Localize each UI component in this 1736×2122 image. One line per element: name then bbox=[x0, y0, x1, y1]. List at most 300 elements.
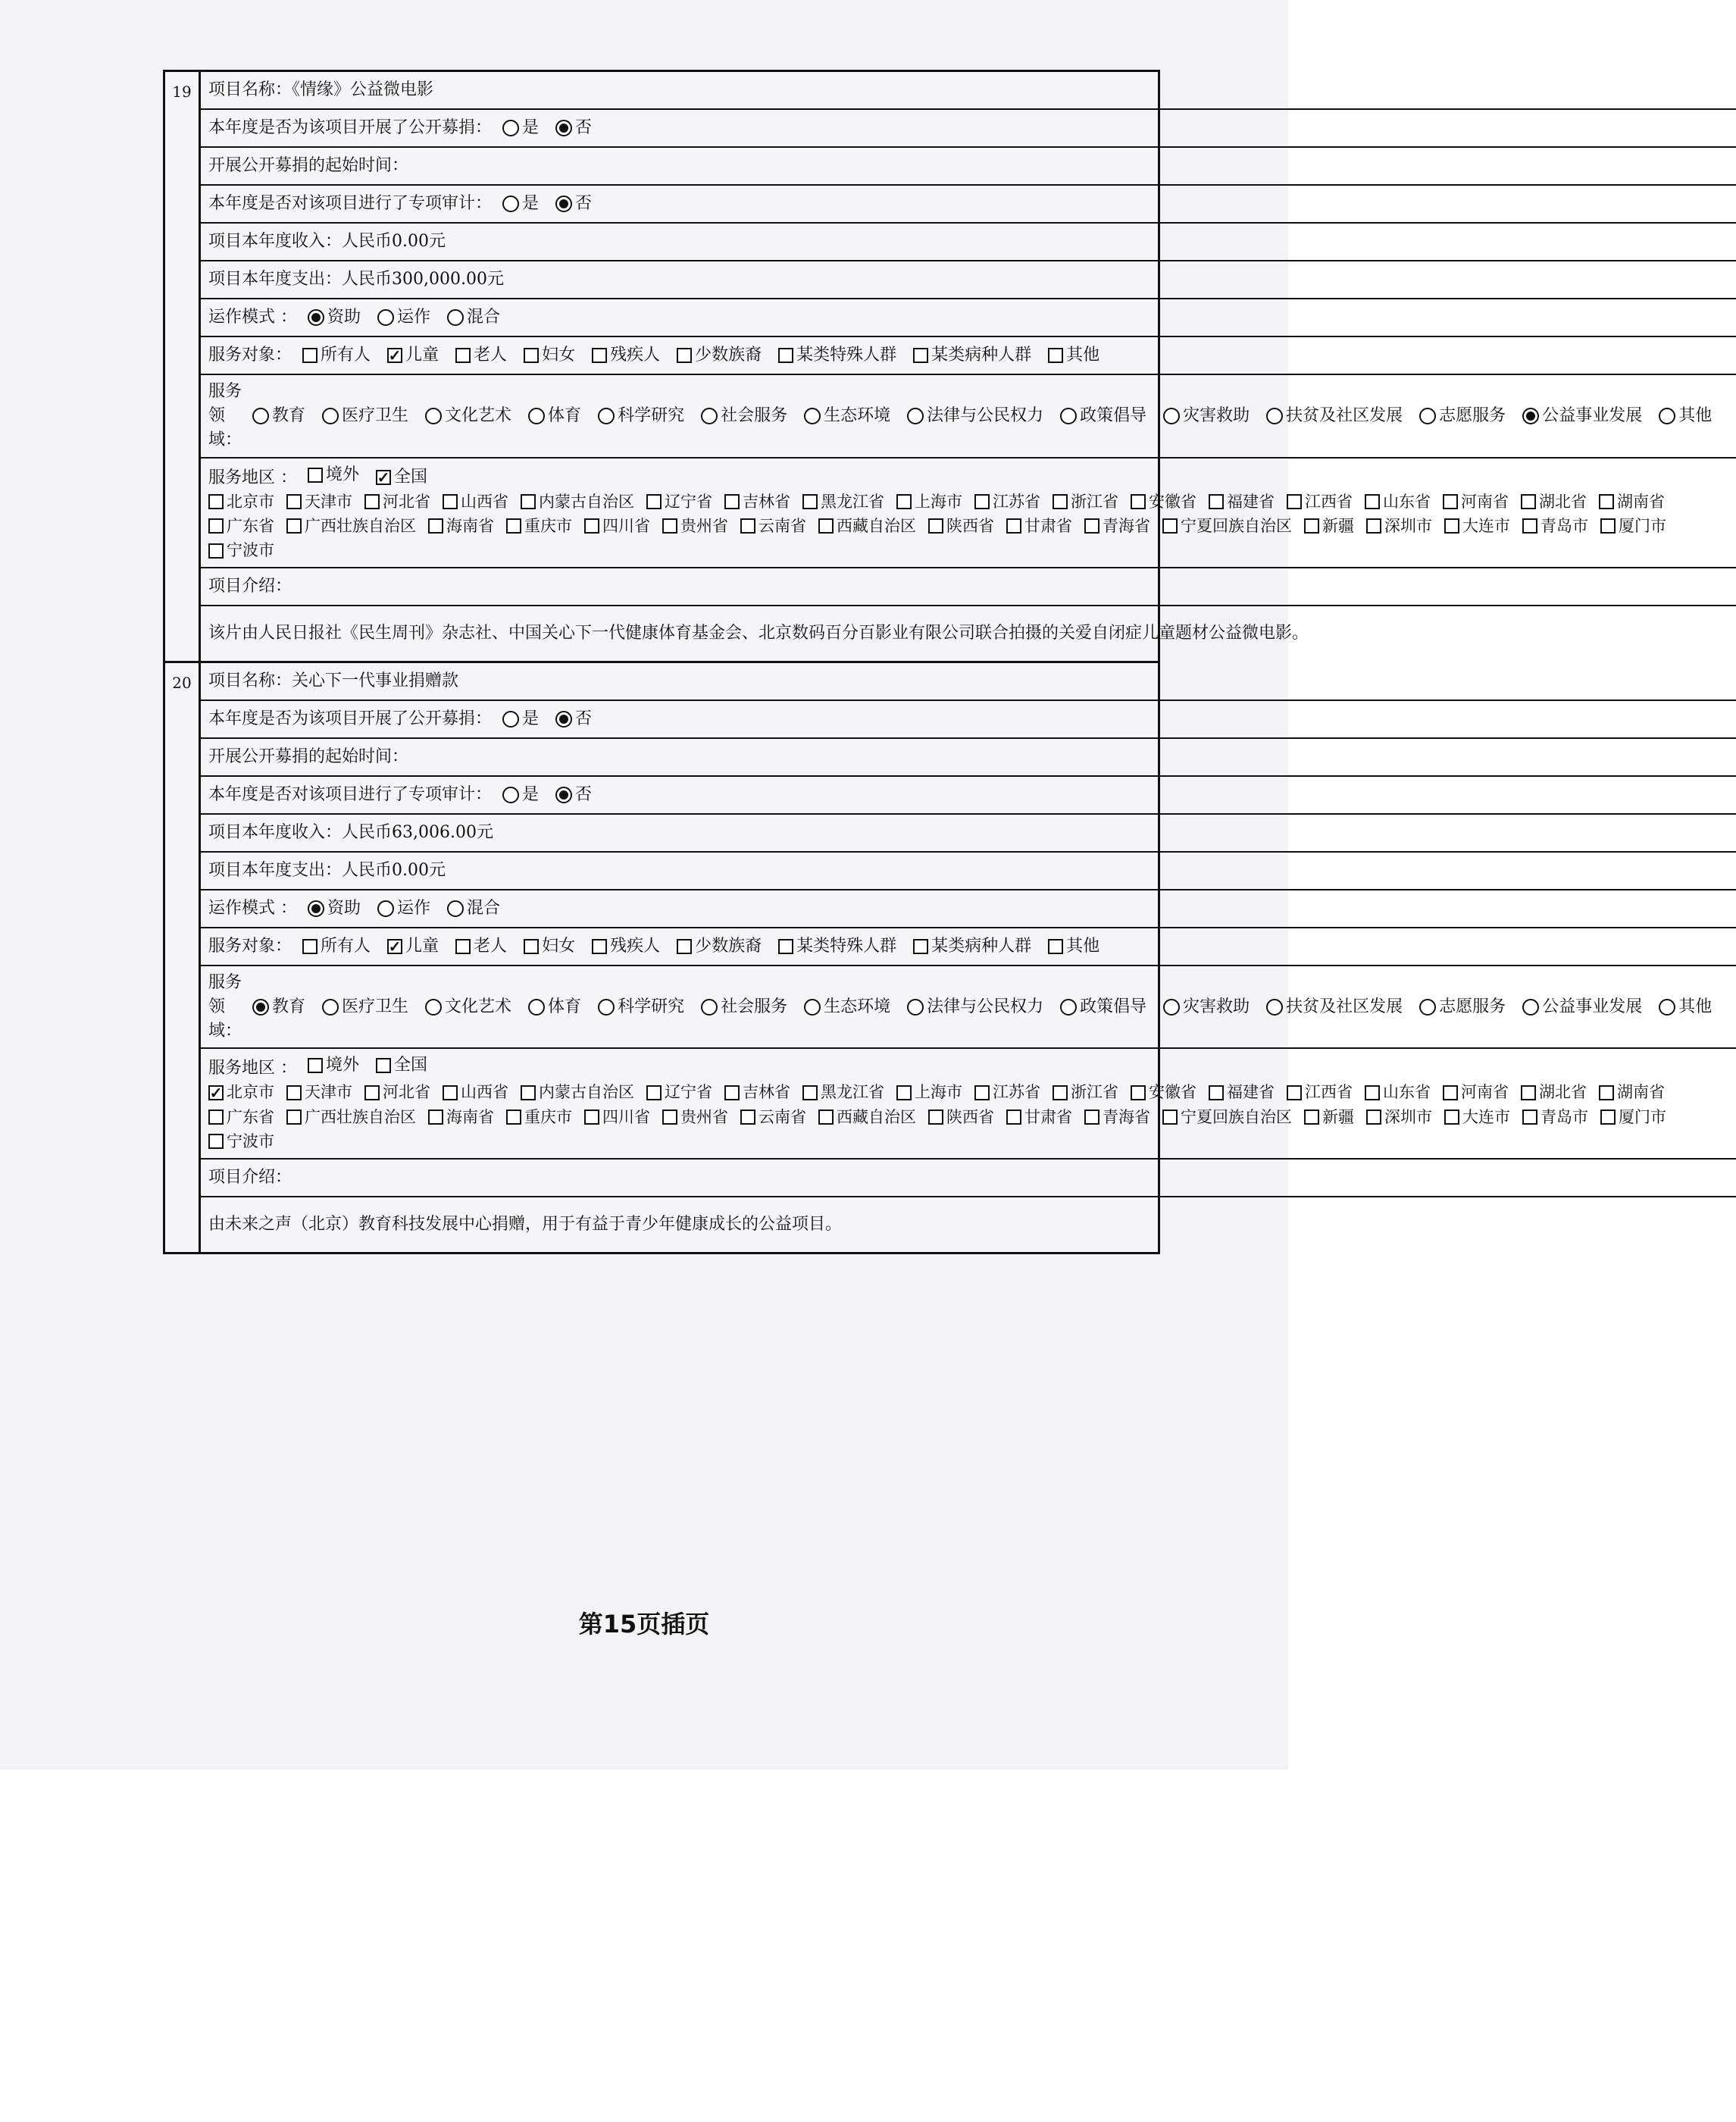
radio-button[interactable] bbox=[555, 196, 572, 212]
checkbox[interactable] bbox=[286, 1110, 302, 1125]
operation-mode-option[interactable] bbox=[308, 305, 361, 330]
service-field-option[interactable] bbox=[701, 404, 787, 428]
region-option[interactable] bbox=[1287, 490, 1353, 513]
checkbox[interactable] bbox=[646, 494, 662, 509]
region-option[interactable] bbox=[1131, 1081, 1196, 1103]
checkbox[interactable] bbox=[1522, 518, 1537, 534]
radio-button[interactable] bbox=[804, 999, 821, 1016]
radio-button[interactable] bbox=[804, 408, 821, 424]
radio-button[interactable] bbox=[1522, 408, 1539, 424]
radio-button[interactable] bbox=[1163, 408, 1180, 424]
region-option[interactable] bbox=[428, 515, 494, 537]
region-option[interactable] bbox=[974, 490, 1040, 513]
radio-button[interactable] bbox=[1060, 408, 1077, 424]
radio-button[interactable] bbox=[701, 999, 718, 1016]
checkbox[interactable] bbox=[1209, 1085, 1224, 1100]
region-option[interactable] bbox=[286, 1081, 352, 1103]
service-target-option[interactable] bbox=[592, 343, 660, 368]
service-field-option[interactable] bbox=[528, 404, 581, 428]
region-option-label: 云南省 bbox=[759, 1107, 806, 1126]
service-field-option[interactable] bbox=[322, 404, 408, 428]
service-target-option[interactable] bbox=[302, 343, 371, 368]
radio-button[interactable] bbox=[308, 309, 324, 326]
region-option[interactable] bbox=[208, 1130, 274, 1153]
operation-mode-option[interactable] bbox=[447, 897, 500, 921]
region-option[interactable] bbox=[584, 1106, 650, 1128]
checkbox[interactable] bbox=[286, 1085, 302, 1100]
fundraising-option[interactable] bbox=[502, 707, 539, 731]
region-option-label: 安徽省 bbox=[1149, 1083, 1196, 1102]
service-field-option[interactable] bbox=[598, 404, 684, 428]
checkbox[interactable] bbox=[1287, 494, 1302, 509]
checkbox[interactable] bbox=[286, 494, 302, 509]
service-field-option[interactable] bbox=[252, 404, 305, 428]
service-field-option[interactable] bbox=[252, 995, 305, 1019]
radio-button[interactable] bbox=[1419, 999, 1436, 1016]
checkbox[interactable] bbox=[1521, 1085, 1536, 1100]
service-target-option[interactable] bbox=[455, 343, 507, 368]
checkbox[interactable] bbox=[376, 470, 391, 485]
checkbox[interactable] bbox=[1131, 494, 1146, 509]
checkbox[interactable] bbox=[208, 1085, 224, 1100]
checkbox[interactable] bbox=[1304, 1110, 1319, 1125]
checkbox[interactable] bbox=[208, 518, 224, 534]
service-target-option[interactable] bbox=[455, 934, 507, 959]
service-target-option[interactable] bbox=[1048, 343, 1099, 368]
checkbox[interactable] bbox=[1444, 518, 1459, 534]
region-option[interactable] bbox=[1084, 515, 1150, 537]
region-option[interactable] bbox=[896, 1081, 962, 1103]
region-option[interactable] bbox=[208, 1081, 274, 1103]
radio-button[interactable] bbox=[1659, 408, 1675, 424]
region-option[interactable] bbox=[584, 515, 650, 537]
region-option[interactable] bbox=[1443, 490, 1509, 513]
service-field-option[interactable] bbox=[322, 995, 408, 1019]
radio-button[interactable] bbox=[502, 120, 519, 136]
region-option[interactable] bbox=[208, 539, 274, 562]
region-option[interactable] bbox=[1209, 490, 1275, 513]
checkbox[interactable] bbox=[387, 348, 402, 363]
checkbox[interactable] bbox=[443, 1085, 458, 1100]
radio-button[interactable] bbox=[502, 787, 519, 803]
audit-row bbox=[201, 186, 1736, 224]
region-option-label: 内蒙古自治区 bbox=[539, 492, 634, 511]
checkbox[interactable] bbox=[455, 939, 471, 954]
region-option-label: 安徽省 bbox=[1149, 492, 1196, 511]
region-option-label: 上海市 bbox=[915, 1083, 962, 1102]
checkbox[interactable] bbox=[584, 518, 599, 534]
region-option[interactable] bbox=[896, 490, 962, 513]
region-option[interactable] bbox=[646, 1081, 712, 1103]
checkbox[interactable] bbox=[778, 939, 793, 954]
region-option[interactable] bbox=[646, 490, 712, 513]
audit-row bbox=[201, 777, 1736, 815]
service-field-option[interactable] bbox=[804, 404, 890, 428]
checkbox[interactable] bbox=[1444, 1110, 1459, 1125]
operation-mode-option[interactable] bbox=[377, 305, 430, 330]
checkbox[interactable] bbox=[286, 518, 302, 534]
region-option[interactable] bbox=[1006, 515, 1072, 537]
radio-button[interactable] bbox=[555, 787, 572, 803]
radio-button[interactable] bbox=[502, 711, 519, 728]
region-option[interactable] bbox=[428, 1106, 494, 1128]
checkbox[interactable] bbox=[364, 494, 380, 509]
region-option[interactable] bbox=[740, 515, 806, 537]
checkbox[interactable] bbox=[1599, 1085, 1614, 1100]
checkbox[interactable] bbox=[443, 494, 458, 509]
checkbox[interactable] bbox=[428, 518, 443, 534]
radio-button[interactable] bbox=[701, 408, 718, 424]
checkbox[interactable] bbox=[913, 939, 928, 954]
service-field-option[interactable] bbox=[1419, 404, 1506, 428]
checkbox[interactable] bbox=[677, 939, 692, 954]
service-target-option-label: 某类特殊人群 bbox=[796, 346, 897, 365]
region-option[interactable] bbox=[1444, 515, 1510, 537]
checkbox[interactable] bbox=[506, 1110, 521, 1125]
operation-mode bbox=[201, 299, 1736, 337]
region-option[interactable] bbox=[286, 490, 352, 513]
fundraising-option-label: 是 bbox=[522, 118, 540, 138]
region-option[interactable] bbox=[1084, 1106, 1150, 1128]
audit-option[interactable] bbox=[502, 783, 539, 807]
checkbox[interactable] bbox=[208, 494, 224, 509]
checkbox[interactable] bbox=[724, 494, 740, 509]
region-option[interactable] bbox=[740, 1106, 806, 1128]
region-option-label: 浙江省 bbox=[1071, 1083, 1118, 1102]
checkbox[interactable] bbox=[1366, 518, 1381, 534]
region-option[interactable] bbox=[818, 515, 916, 537]
region-option[interactable] bbox=[818, 1106, 916, 1128]
service-field-option[interactable] bbox=[1266, 404, 1403, 428]
region-option[interactable] bbox=[974, 1081, 1040, 1103]
region-option[interactable] bbox=[1599, 490, 1665, 513]
radio-button[interactable] bbox=[447, 309, 464, 326]
region-option[interactable] bbox=[1600, 1106, 1666, 1128]
checkbox[interactable] bbox=[302, 348, 317, 363]
service-field-option-label: 灾害救助 bbox=[1183, 405, 1250, 425]
radio-button[interactable] bbox=[907, 999, 924, 1016]
checkbox[interactable] bbox=[896, 494, 912, 509]
radio-button[interactable] bbox=[1419, 408, 1436, 424]
radio-button[interactable] bbox=[252, 408, 269, 424]
region-option[interactable] bbox=[364, 1081, 430, 1103]
checkbox[interactable] bbox=[1287, 1085, 1302, 1100]
service-field-option[interactable] bbox=[598, 995, 684, 1019]
checkbox[interactable] bbox=[208, 543, 224, 559]
fundraising-option[interactable] bbox=[555, 707, 592, 731]
checkbox[interactable] bbox=[1084, 1110, 1099, 1125]
checkbox[interactable] bbox=[1304, 518, 1319, 534]
service-target-option[interactable] bbox=[677, 934, 762, 959]
region-option[interactable] bbox=[1366, 515, 1432, 537]
region-option[interactable] bbox=[1522, 1106, 1588, 1128]
fundraising-start-time-text: 开展公开募捐的起始时间： bbox=[208, 746, 409, 766]
service-target-option[interactable] bbox=[302, 934, 371, 959]
region-option[interactable] bbox=[208, 490, 274, 513]
radio-button[interactable] bbox=[1266, 999, 1283, 1016]
radio-button[interactable] bbox=[447, 900, 464, 917]
checkbox[interactable] bbox=[208, 1134, 224, 1149]
checkbox[interactable] bbox=[1006, 518, 1021, 534]
service-field-option[interactable] bbox=[425, 995, 511, 1019]
region-option[interactable] bbox=[802, 490, 884, 513]
region-option-label: 山西省 bbox=[461, 1083, 508, 1102]
region-option[interactable] bbox=[1287, 1081, 1353, 1103]
region-option-label: 海南省 bbox=[446, 516, 494, 535]
region-option[interactable] bbox=[1444, 1106, 1510, 1128]
checkbox[interactable] bbox=[1443, 1085, 1458, 1100]
region-option[interactable] bbox=[662, 1106, 728, 1128]
service-area-option[interactable] bbox=[376, 465, 427, 490]
service-area-option[interactable] bbox=[376, 1053, 427, 1078]
region-option[interactable] bbox=[286, 515, 416, 537]
region-option[interactable] bbox=[364, 490, 430, 513]
radio-button[interactable] bbox=[528, 408, 545, 424]
checkbox[interactable] bbox=[974, 494, 990, 509]
service-target-option[interactable] bbox=[387, 934, 439, 959]
checkbox[interactable] bbox=[1209, 494, 1224, 509]
region-option[interactable] bbox=[1304, 1106, 1354, 1128]
service-field-option[interactable] bbox=[1419, 995, 1506, 1019]
checkbox[interactable] bbox=[1131, 1085, 1146, 1100]
radio-button[interactable] bbox=[425, 408, 442, 424]
checkbox[interactable] bbox=[1599, 494, 1614, 509]
checkbox[interactable] bbox=[928, 518, 943, 534]
service-field-option[interactable] bbox=[1163, 404, 1250, 428]
service-field-label: 服务领域： bbox=[208, 382, 242, 449]
checkbox[interactable] bbox=[1600, 1110, 1616, 1125]
service-target-option[interactable] bbox=[387, 343, 439, 368]
radio-button[interactable] bbox=[377, 309, 394, 326]
audit-option[interactable] bbox=[555, 783, 592, 807]
checkbox[interactable] bbox=[646, 1085, 662, 1100]
service-target-option[interactable] bbox=[778, 343, 896, 368]
region-option[interactable] bbox=[1521, 1081, 1587, 1103]
checkbox[interactable] bbox=[1048, 939, 1063, 954]
service-target-option[interactable] bbox=[677, 343, 762, 368]
audit-question: 本年度是否对该项目进行了专项审计： bbox=[208, 784, 493, 804]
radio-button[interactable] bbox=[252, 999, 269, 1016]
region-option[interactable] bbox=[506, 515, 572, 537]
checkbox[interactable] bbox=[455, 348, 471, 363]
checkbox[interactable] bbox=[524, 348, 539, 363]
region-option[interactable] bbox=[1053, 1081, 1118, 1103]
region-option[interactable] bbox=[1521, 490, 1587, 513]
checkbox[interactable] bbox=[896, 1085, 912, 1100]
service-field-option[interactable] bbox=[1163, 995, 1250, 1019]
radio-button[interactable] bbox=[1163, 999, 1180, 1016]
region-option[interactable] bbox=[724, 1081, 790, 1103]
region-option[interactable] bbox=[1209, 1081, 1275, 1103]
service-field-option[interactable] bbox=[1266, 995, 1403, 1019]
checkbox[interactable] bbox=[1006, 1110, 1021, 1125]
checkbox[interactable] bbox=[308, 1058, 323, 1073]
region-option[interactable] bbox=[1600, 515, 1666, 537]
checkbox[interactable] bbox=[1521, 494, 1536, 509]
service-target-option[interactable] bbox=[524, 343, 575, 368]
service-target-option[interactable] bbox=[524, 934, 575, 959]
checkbox[interactable] bbox=[364, 1085, 380, 1100]
checkbox[interactable] bbox=[1053, 494, 1068, 509]
checkbox[interactable] bbox=[740, 518, 755, 534]
service-field-option[interactable] bbox=[1522, 995, 1642, 1019]
region-option[interactable] bbox=[506, 1106, 572, 1128]
fundraising-option[interactable] bbox=[502, 116, 539, 140]
radio-button[interactable] bbox=[1522, 999, 1539, 1016]
service-target-option[interactable] bbox=[778, 934, 896, 959]
checkbox[interactable] bbox=[1365, 1085, 1380, 1100]
region-option[interactable] bbox=[208, 515, 274, 537]
checkbox[interactable] bbox=[724, 1085, 740, 1100]
checkbox[interactable] bbox=[1162, 518, 1178, 534]
fundraising-option[interactable] bbox=[555, 116, 592, 140]
service-area-option[interactable] bbox=[308, 463, 359, 487]
checkbox[interactable] bbox=[521, 494, 536, 509]
radio-button[interactable] bbox=[322, 408, 339, 424]
region-option[interactable] bbox=[802, 1081, 884, 1103]
region-option[interactable] bbox=[521, 490, 634, 513]
region-option[interactable] bbox=[1365, 490, 1431, 513]
region-option-label: 北京市 bbox=[227, 492, 274, 511]
checkbox[interactable] bbox=[662, 1110, 677, 1125]
service-field-option[interactable] bbox=[528, 995, 581, 1019]
checkbox[interactable] bbox=[662, 518, 677, 534]
region-option[interactable] bbox=[286, 1106, 416, 1128]
checkbox[interactable] bbox=[592, 348, 607, 363]
region-option[interactable] bbox=[1053, 490, 1118, 513]
service-target-option[interactable] bbox=[913, 343, 1031, 368]
checkbox[interactable] bbox=[1522, 1110, 1537, 1125]
service-field-option[interactable] bbox=[804, 995, 890, 1019]
audit-option[interactable] bbox=[502, 192, 539, 216]
service-target-option[interactable] bbox=[1048, 934, 1099, 959]
service-target-option[interactable] bbox=[913, 934, 1031, 959]
service-area-option-label: 全国 bbox=[394, 467, 428, 487]
service-field-option[interactable] bbox=[1522, 404, 1642, 428]
region-option[interactable] bbox=[1365, 1081, 1431, 1103]
checkbox[interactable] bbox=[428, 1110, 443, 1125]
service-field-option[interactable] bbox=[425, 404, 511, 428]
checkbox[interactable] bbox=[376, 1058, 391, 1073]
region-option[interactable] bbox=[1131, 490, 1196, 513]
checkbox[interactable] bbox=[387, 939, 402, 954]
checkbox[interactable] bbox=[592, 939, 607, 954]
checkbox[interactable] bbox=[913, 348, 928, 363]
service-field-option[interactable] bbox=[1659, 995, 1712, 1019]
checkbox[interactable] bbox=[1053, 1085, 1068, 1100]
radio-button[interactable] bbox=[502, 196, 519, 212]
region-option[interactable] bbox=[1522, 515, 1588, 537]
checkbox[interactable] bbox=[1366, 1110, 1381, 1125]
operation-mode-option[interactable] bbox=[377, 897, 430, 921]
region-option[interactable] bbox=[521, 1081, 634, 1103]
region-option[interactable] bbox=[928, 515, 994, 537]
service-field-option[interactable] bbox=[701, 995, 787, 1019]
radio-button[interactable] bbox=[1060, 999, 1077, 1016]
region-option[interactable] bbox=[1006, 1106, 1072, 1128]
region-option[interactable] bbox=[1366, 1106, 1432, 1128]
region-option-label: 河南省 bbox=[1461, 1083, 1509, 1102]
radio-button[interactable] bbox=[425, 999, 442, 1016]
region-option[interactable] bbox=[928, 1106, 994, 1128]
checkbox[interactable] bbox=[506, 518, 521, 534]
checkbox[interactable] bbox=[818, 518, 834, 534]
region-option[interactable] bbox=[1443, 1081, 1509, 1103]
operation-mode-label: 运作模式 ： bbox=[208, 308, 297, 327]
checkbox[interactable] bbox=[677, 348, 692, 363]
radio-button[interactable] bbox=[907, 408, 924, 424]
checkbox[interactable] bbox=[524, 939, 539, 954]
checkbox[interactable] bbox=[818, 1110, 834, 1125]
radio-button[interactable] bbox=[322, 999, 339, 1016]
radio-button[interactable] bbox=[555, 120, 572, 136]
radio-button[interactable] bbox=[1266, 408, 1283, 424]
annual-income bbox=[201, 815, 1736, 853]
checkbox[interactable] bbox=[584, 1110, 599, 1125]
checkbox[interactable] bbox=[1600, 518, 1616, 534]
checkbox[interactable] bbox=[928, 1110, 943, 1125]
region-option[interactable] bbox=[208, 1106, 274, 1128]
service-target-option[interactable] bbox=[592, 934, 660, 959]
radio-button[interactable] bbox=[598, 408, 615, 424]
checkbox[interactable] bbox=[302, 939, 317, 954]
radio-button[interactable] bbox=[598, 999, 615, 1016]
checkbox[interactable] bbox=[1084, 518, 1099, 534]
radio-button[interactable] bbox=[528, 999, 545, 1016]
checkbox[interactable] bbox=[802, 494, 818, 509]
region-option[interactable] bbox=[1599, 1081, 1665, 1103]
checkbox[interactable] bbox=[974, 1085, 990, 1100]
audit-option[interactable] bbox=[555, 192, 592, 216]
service-field-option[interactable] bbox=[907, 995, 1043, 1019]
service-target-option-label: 所有人 bbox=[321, 346, 371, 365]
checkbox[interactable] bbox=[802, 1085, 818, 1100]
radio-button[interactable] bbox=[1659, 999, 1675, 1016]
checkbox[interactable] bbox=[1365, 494, 1380, 509]
project-intro-label bbox=[201, 1160, 1736, 1197]
region-option[interactable] bbox=[443, 1081, 508, 1103]
region-option[interactable] bbox=[443, 490, 508, 513]
region-option[interactable] bbox=[1162, 515, 1292, 537]
checkbox[interactable] bbox=[1048, 348, 1063, 363]
checkbox[interactable] bbox=[521, 1085, 536, 1100]
service-field-option[interactable] bbox=[1060, 995, 1146, 1019]
operation-mode-option[interactable] bbox=[447, 305, 500, 330]
region-option-label: 贵州省 bbox=[680, 516, 728, 535]
service-field-option[interactable] bbox=[1060, 404, 1146, 428]
checkbox[interactable] bbox=[1443, 494, 1458, 509]
radio-button[interactable] bbox=[555, 711, 572, 728]
region-option[interactable] bbox=[1162, 1106, 1292, 1128]
operation-mode-option[interactable] bbox=[308, 897, 361, 921]
region-option[interactable] bbox=[662, 515, 728, 537]
region-option-label: 大连市 bbox=[1462, 1107, 1510, 1126]
checkbox[interactable] bbox=[778, 348, 793, 363]
region-option[interactable] bbox=[1304, 515, 1354, 537]
checkbox[interactable] bbox=[1162, 1110, 1178, 1125]
region-option[interactable] bbox=[724, 490, 790, 513]
radio-button[interactable] bbox=[308, 900, 324, 917]
service-field-option[interactable] bbox=[907, 404, 1043, 428]
service-field-option[interactable] bbox=[1659, 404, 1712, 428]
checkbox[interactable] bbox=[208, 1110, 224, 1125]
radio-button[interactable] bbox=[377, 900, 394, 917]
checkbox[interactable] bbox=[740, 1110, 755, 1125]
annual-expense bbox=[201, 261, 1736, 299]
service-target-option-label: 残疾人 bbox=[610, 346, 661, 365]
checkbox[interactable] bbox=[308, 468, 323, 483]
service-area-option[interactable] bbox=[308, 1053, 359, 1078]
